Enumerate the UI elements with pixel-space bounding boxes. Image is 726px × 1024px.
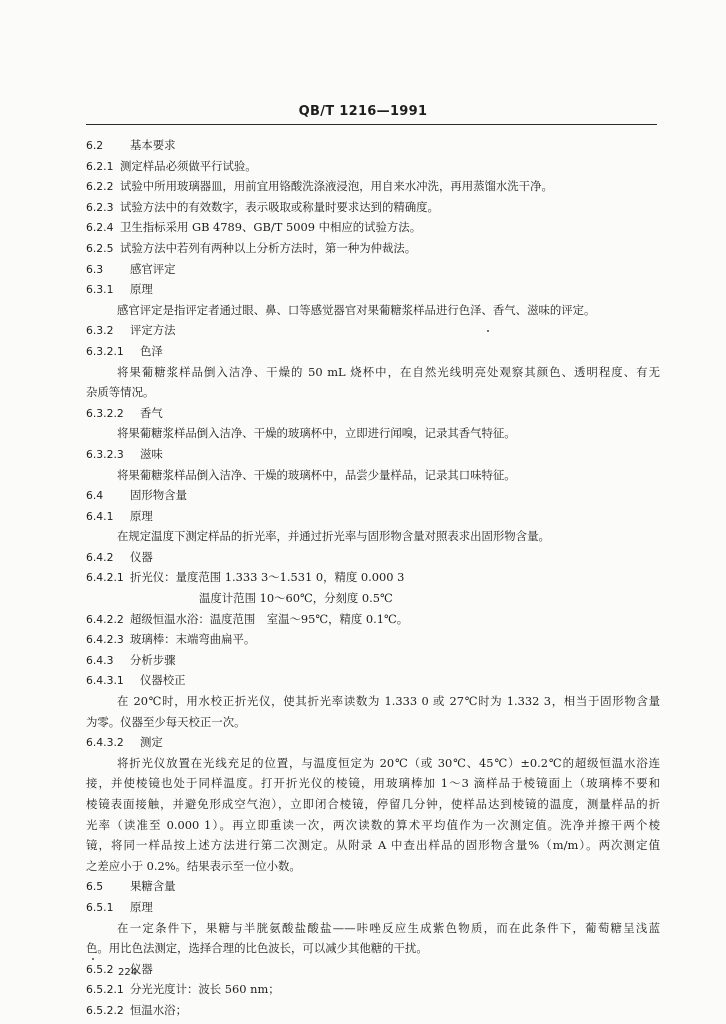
text-line: [86, 938, 660, 959]
section-heading: [86, 670, 660, 691]
line-text: 试验方法中若列有两种以上分析方法时，第一种为仲裁法。: [120, 240, 417, 255]
section-heading: [86, 732, 660, 753]
section-number: 6.4.3.1: [86, 674, 124, 688]
text-line: [86, 197, 660, 218]
section-number: 6.2.1: [86, 159, 114, 173]
section-number: 6.2.5: [86, 241, 114, 255]
section-number: 6.5.2: [86, 962, 114, 976]
page-number: 224: [118, 967, 138, 978]
line-text: 原理: [130, 508, 153, 523]
section-number: 6.5.2.2: [86, 1003, 124, 1017]
text-line: [86, 362, 660, 383]
section-heading: [86, 650, 660, 671]
section-heading: [86, 444, 660, 465]
section-number: 6.4.2.3: [86, 633, 124, 647]
text-line: [86, 217, 660, 238]
line-text: 温度计范围 10～60℃，分刻度 0.5℃: [199, 591, 393, 606]
text-line: [86, 918, 660, 939]
section-number: 6.3: [86, 262, 104, 276]
text-line: [86, 835, 660, 856]
line-text: 固形物含量: [130, 488, 187, 503]
line-text: 试验方法中的有效数字，表示吸取或称量时要求达到的精确度。: [120, 199, 439, 214]
section-number: 6.2.4: [86, 221, 114, 235]
text-line: [86, 773, 660, 794]
text-line: [86, 629, 660, 650]
section-heading: [86, 959, 660, 980]
line-text: 折光仪：量度范围 1.333 3～1.531 0，精度 0.000 3: [130, 570, 405, 585]
line-text: 接，并使棱镜也处于同样温度。打开折光仪的棱镜，用玻璃棒加 1～3 滴样品于棱镜面上（玻璃棒不要和: [86, 776, 660, 791]
line-text: 感官评定是指评定者通过眼、鼻、口等感觉器官对果葡糖浆样品进行色泽、香气、滋味的评定。: [117, 302, 596, 317]
scan-speck: [487, 330, 489, 332]
line-text: 在规定温度下测定样品的折光率，并通过折光率与固形物含量对照表求出固形物含量。: [117, 529, 550, 544]
text-line: [86, 567, 660, 588]
section-heading: [86, 485, 660, 506]
section-number: 6.3.2.3: [86, 447, 124, 461]
line-text: 原理: [130, 282, 153, 297]
section-number: 6.2: [86, 139, 104, 152]
line-text: 为零。仪器至少每天校正一次。: [86, 714, 246, 729]
text-line: [86, 423, 660, 444]
line-text: 香气: [140, 405, 163, 420]
line-text: 仪器: [130, 961, 153, 976]
text-line: [86, 526, 660, 547]
section-number: 6.3.1: [86, 283, 114, 297]
line-text: 镜，将同一样品按上述方法进行第二次测定。从附录 A 中查出样品的固形物含量%（m/m）。两次测定值: [86, 838, 660, 853]
text-line: [86, 176, 660, 197]
line-text: 试验中所用玻璃器皿，用前宜用铬酸洗涤液浸泡，用自来水冲洗，再用蒸馏水洗干净。: [120, 179, 553, 194]
line-text: 分光光度计：波长 560 nm；: [130, 982, 280, 997]
text-line: [86, 609, 660, 630]
text-line: [86, 794, 660, 815]
standard-number-header: QB/T 1216—1991: [298, 104, 428, 119]
line-text: 评定方法: [130, 323, 176, 338]
section-number: 6.4: [86, 489, 104, 503]
section-number: 6.5: [86, 880, 104, 894]
section-number: 6.5.2.1: [86, 983, 124, 997]
section-number: 6.5.1: [86, 900, 114, 914]
line-text: 恒温水浴；: [130, 1002, 187, 1017]
text-line: [86, 588, 660, 609]
section-heading: [86, 547, 660, 568]
text-line: [86, 156, 660, 177]
line-text: 果糖含量: [130, 879, 176, 894]
line-text: 在 20℃时，用水校正折光仪，使其折光率读数为 1.333 0 或 27℃时为 1.332 3，相当于固形物含量: [117, 694, 660, 709]
section-heading: [86, 506, 660, 527]
text-line: [86, 979, 660, 1000]
section-number: 6.4.2.2: [86, 612, 124, 626]
text-line: [86, 691, 660, 712]
text-line: [86, 1000, 660, 1021]
text-line: [86, 300, 660, 321]
section-heading: [86, 897, 660, 918]
line-text: 将果葡糖浆样品倒入洁净、干燥的 50 mL 烧杯中，在自然光线明亮处观察其颜色、透明程度、有无: [117, 364, 660, 379]
text-line: [86, 815, 660, 836]
section-heading: [86, 320, 660, 341]
line-text: 将果葡糖浆样品倒入洁净、干燥的玻璃杯中，立即进行闻嗅，记录其香气特征。: [117, 426, 516, 441]
section-number: 6.2.3: [86, 200, 114, 214]
line-text: 测定样品必须做平行试验。: [120, 158, 257, 173]
section-heading: [86, 279, 660, 300]
section-heading: [86, 259, 660, 280]
line-text: 在一定条件下，果糖与半胱氨酸盐酸盐——咔唑反应生成紫色物质，而在此条件下，葡萄糖呈浅蓝: [117, 920, 660, 935]
line-text: 仪器: [130, 549, 153, 564]
line-text: 杂质等情况。: [86, 385, 155, 400]
line-text: 分析步骤: [130, 652, 176, 667]
section-heading: [86, 403, 660, 424]
line-text: 色。用比色法测定，选择合理的比色波长，可以减少其他糖的干扰。: [86, 941, 428, 956]
section-number: 6.4.3: [86, 653, 114, 667]
section-heading: [86, 135, 660, 156]
line-text: 滋味: [140, 446, 163, 461]
section-number: 6.2.2: [86, 180, 114, 194]
line-text: 基本要求: [130, 138, 176, 152]
line-text: 感官评定: [130, 261, 176, 276]
text-line: [86, 238, 660, 259]
line-text: 卫生指标采用 GB 4789、GB/T 5009 中相应的试验方法。: [120, 220, 422, 235]
line-text: 之差应小于 0.2%。结果表示至一位小数。: [86, 858, 301, 873]
text-line: [86, 712, 660, 733]
section-number: 6.4.2: [86, 550, 114, 564]
line-text: 玻璃棒：末端弯曲扁平。: [130, 632, 256, 647]
line-text: 测定: [140, 735, 163, 750]
line-text: 色泽: [140, 343, 163, 358]
line-text: 仪器校正: [140, 673, 186, 688]
header-rule: [86, 124, 657, 125]
section-number: 6.4.2.1: [86, 571, 124, 585]
document-body: [86, 135, 660, 1021]
section-number: 6.3.2: [86, 324, 114, 338]
section-number: 6.3.2.2: [86, 406, 124, 420]
section-number: 6.4.3.2: [86, 736, 124, 750]
line-text: 超级恒温水浴：温度范围 室温～95℃，精度 0.1℃。: [130, 611, 409, 626]
text-line: [86, 382, 660, 403]
line-text: 将果葡糖浆样品倒入洁净、干燥的玻璃杯中，品尝少量样品，记录其口味特征。: [117, 467, 516, 482]
scan-speck: [92, 958, 94, 960]
line-text: 光率（读准至 0.000 1）。再立即重读一次，两次读数的算术平均值作为一次测定值。洗净并擦干两个棱: [86, 817, 660, 832]
section-heading: [86, 341, 660, 362]
section-heading: [86, 876, 660, 897]
line-text: 原理: [130, 899, 153, 914]
section-number: 6.4.1: [86, 509, 114, 523]
text-line: [86, 753, 660, 774]
text-line: [86, 856, 660, 877]
line-text: 将折光仪放置在光线充足的位置，与温度恒定为 20℃（或 30℃、45℃）±0.2℃的超级恒温水浴连: [117, 755, 660, 770]
section-number: 6.3.2.1: [86, 344, 124, 358]
text-line: [86, 465, 660, 486]
line-text: 棱镜表面接触，并避免形成空气泡），立即闭合棱镜，停留几分钟，使样品达到棱镜的温度，测量样品的折: [86, 797, 660, 811]
